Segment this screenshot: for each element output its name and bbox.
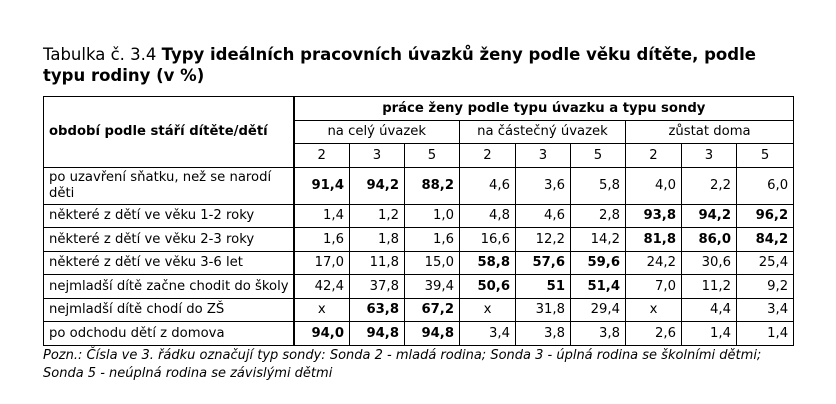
main-header: práce ženy podle typu úvazku a typu sondy [294, 97, 794, 121]
table-cell: 3,8 [516, 322, 571, 346]
subcol-header: 2 [626, 144, 682, 168]
table-cell: 1,6 [405, 228, 460, 252]
table-cell: 1,4 [737, 322, 794, 346]
table-cell: x [294, 298, 350, 322]
table-cell: 94,8 [350, 322, 405, 346]
table-cell: 16,6 [460, 228, 516, 252]
table-cell: 25,4 [737, 251, 794, 275]
table-cell: 93,8 [626, 204, 682, 228]
table-cell: 1,4 [294, 204, 350, 228]
row-header: období podle stáří dítěte/dětí [44, 97, 294, 168]
table-cell: 2,6 [626, 322, 682, 346]
subcol-header: 2 [294, 144, 350, 168]
table-cell: 9,2 [737, 275, 794, 299]
subcol-header: 5 [737, 144, 794, 168]
table-cell: 1,8 [350, 228, 405, 252]
group-header-stay-home: zůstat doma [626, 120, 794, 144]
table-cell: 1,2 [350, 204, 405, 228]
table-cell: 96,2 [737, 204, 794, 228]
subcol-header: 5 [405, 144, 460, 168]
table-cell: x [626, 298, 682, 322]
table-cell: 59,6 [571, 251, 626, 275]
table-row [44, 167, 794, 204]
row-label: po odchodu dětí z domova [44, 322, 294, 346]
table-cell: 86,0 [682, 228, 737, 252]
table-cell: x [460, 298, 516, 322]
table-cell: 37,8 [350, 275, 405, 299]
table-cell: 3,4 [737, 298, 794, 322]
table-cell: 94,2 [682, 204, 737, 228]
subcol-header: 5 [571, 144, 626, 168]
table-cell: 1,6 [294, 228, 350, 252]
table-cell: 7,0 [626, 275, 682, 299]
table-row [44, 251, 794, 275]
table-cell: 42,4 [294, 275, 350, 299]
caption-title: Typy ideálních pracovních úvazků ženy podle věku dítěte, podle typu rodiny (v %) [43, 45, 756, 85]
table-row [44, 204, 794, 228]
table-cell: 94,2 [350, 167, 405, 204]
table-cell: 1,4 [682, 322, 737, 346]
table-cell: 31,8 [516, 298, 571, 322]
table-cell: 4,8 [460, 204, 516, 228]
subcol-header: 3 [682, 144, 737, 168]
table-row [44, 275, 794, 299]
table-cell: 3,8 [571, 322, 626, 346]
table-cell: 11,2 [682, 275, 737, 299]
table-cell: 2,2 [682, 167, 737, 204]
table-cell: 24,2 [626, 251, 682, 275]
table-cell: 17,0 [294, 251, 350, 275]
table-cell: 58,8 [460, 251, 516, 275]
table-cell: 6,0 [737, 167, 794, 204]
subcol-header: 2 [460, 144, 516, 168]
subcol-header: 3 [350, 144, 405, 168]
table-cell: 15,0 [405, 251, 460, 275]
table-cell: 50,6 [460, 275, 516, 299]
table-cell: 3,4 [460, 322, 516, 346]
header-row-main [44, 97, 794, 121]
table-cell: 14,2 [571, 228, 626, 252]
table-cell: 84,2 [737, 228, 794, 252]
table-cell: 2,8 [571, 204, 626, 228]
table-cell: 1,0 [405, 204, 460, 228]
group-header-full-time: na celý úvazek [294, 120, 460, 144]
table-cell: 4,4 [682, 298, 737, 322]
subcol-header: 3 [516, 144, 571, 168]
table-cell: 4,6 [516, 204, 571, 228]
table-cell: 94,8 [405, 322, 460, 346]
row-label: některé z dětí ve věku 1-2 roky [44, 204, 294, 228]
group-header-part-time: na částečný úvazek [460, 120, 626, 144]
table-cell: 12,2 [516, 228, 571, 252]
table-cell: 57,6 [516, 251, 571, 275]
table-cell: 11,8 [350, 251, 405, 275]
table-cell: 51,4 [571, 275, 626, 299]
caption-prefix: Tabulka č. 3.4 [43, 45, 162, 64]
table-caption [43, 44, 795, 86]
row-label: některé z dětí ve věku 3-6 let [44, 251, 294, 275]
row-label: nejmladší dítě chodí do ZŠ [44, 298, 294, 322]
table-cell: 39,4 [405, 275, 460, 299]
row-label: nejmladší dítě začne chodit do školy [44, 275, 294, 299]
table-cell: 91,4 [294, 167, 350, 204]
table-cell: 3,6 [516, 167, 571, 204]
table-row [44, 228, 794, 252]
table-row [44, 322, 794, 346]
table-cell: 88,2 [405, 167, 460, 204]
table-cell: 63,8 [350, 298, 405, 322]
table-row [44, 298, 794, 322]
table-cell: 81,8 [626, 228, 682, 252]
table-cell: 30,6 [682, 251, 737, 275]
row-label: některé z dětí ve věku 2-3 roky [44, 228, 294, 252]
data-table [43, 96, 794, 346]
table-cell: 5,8 [571, 167, 626, 204]
table-cell: 67,2 [405, 298, 460, 322]
table-cell: 4,0 [626, 167, 682, 204]
table-cell: 94,0 [294, 322, 350, 346]
table-cell: 29,4 [571, 298, 626, 322]
table-cell: 51 [516, 275, 571, 299]
table-cell: 4,6 [460, 167, 516, 204]
row-label: po uzavření sňatku, než se narodí děti [44, 167, 294, 204]
table-note: Pozn.: Čísla ve 3. řádku označují typ sondy: Sonda 2 - mladá rodina; Sonda 3 - úplná rodina se školními dětmi; Sonda 5 - neúplná rodina se závislými dětmi [43, 348, 762, 381]
